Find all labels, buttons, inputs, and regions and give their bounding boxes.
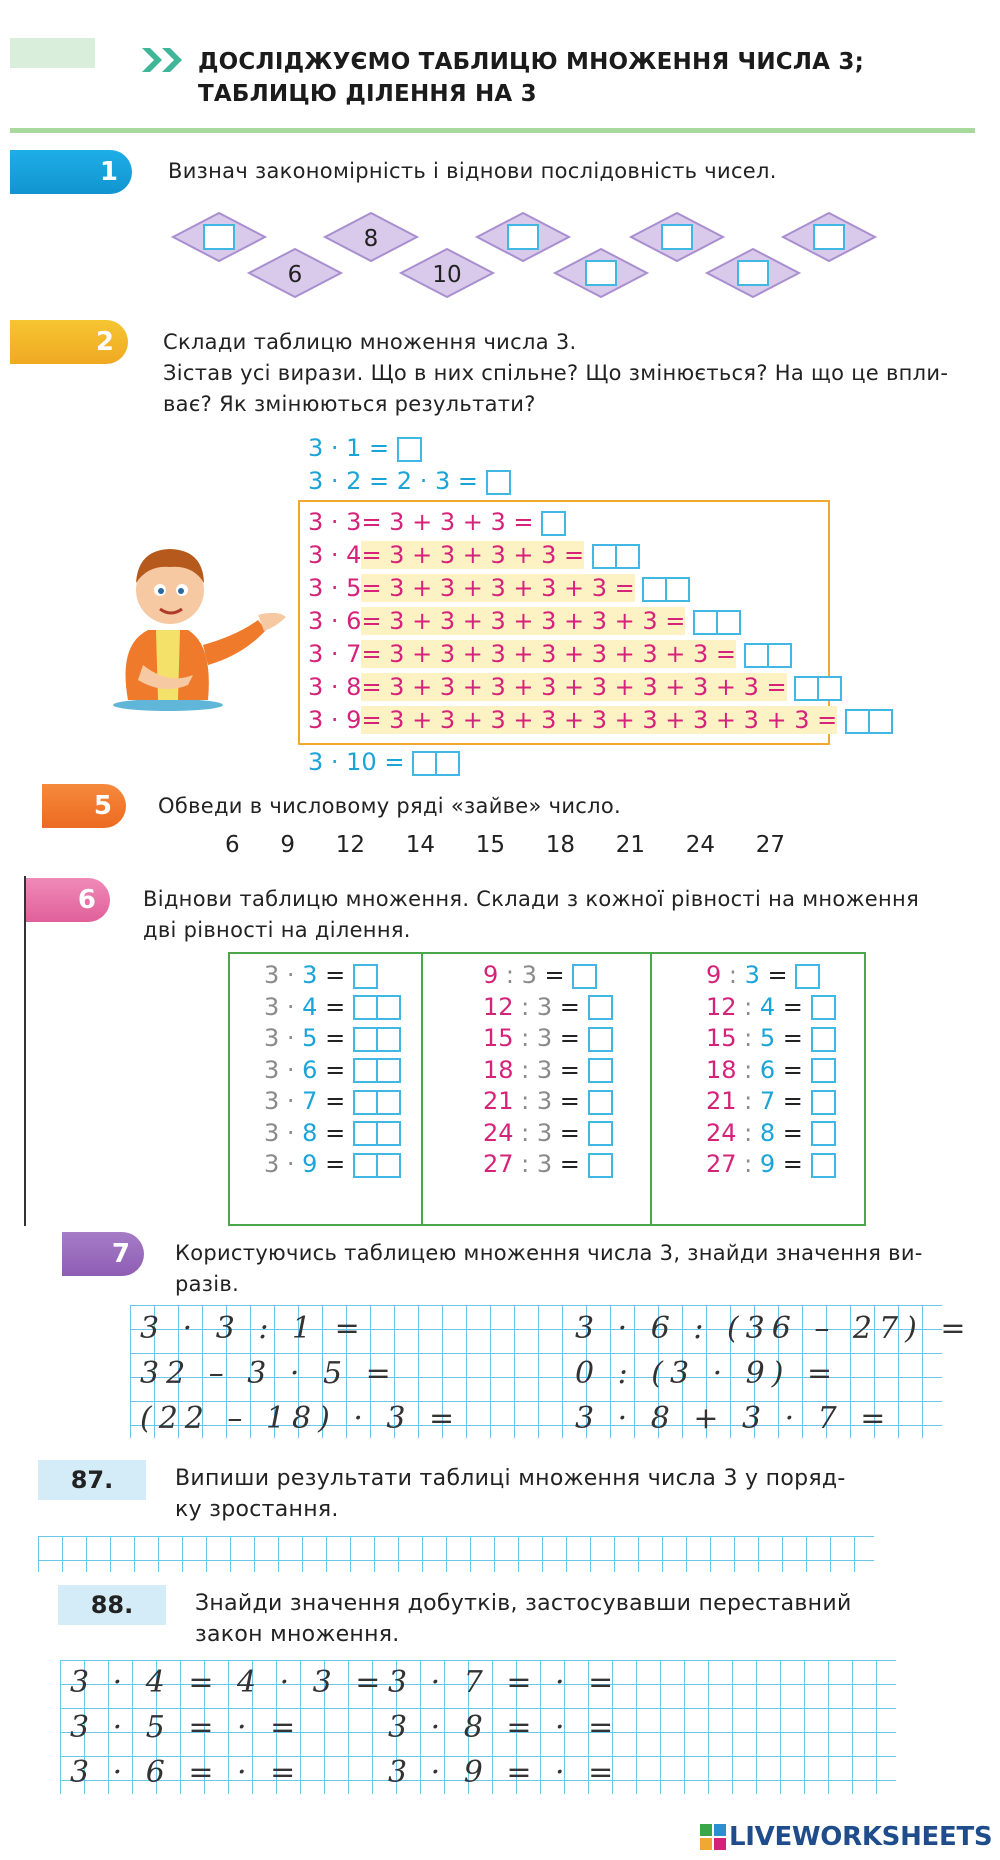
task-7-text: Користуючись таблицею множення числа 3, знайди значення ви- разів.	[175, 1241, 923, 1296]
operand: 9	[302, 1150, 318, 1178]
division-table	[228, 952, 866, 1226]
task-2-text: Склади таблицю множення числа 3. Зістав усі вирази. Що в них спільне? Що змінюється? На що це впли- ває? Як змінюються результати?	[163, 330, 949, 416]
answer-box[interactable]	[592, 544, 640, 569]
answer-box[interactable]	[588, 1090, 613, 1115]
answer-box[interactable]	[353, 964, 378, 989]
div-by-3-column	[423, 954, 652, 1224]
operand: 27	[483, 1150, 514, 1178]
diamond-sequence	[165, 205, 885, 305]
operand: 7	[302, 1087, 318, 1115]
table-row: 15 : 5 =	[706, 1023, 864, 1055]
operand: 6	[302, 1055, 318, 1084]
operand: 3	[536, 1055, 553, 1084]
table-row: 3 · 4 =	[264, 992, 421, 1024]
table-row: 9 : 3 =	[483, 960, 650, 992]
operand: 3	[264, 1118, 280, 1147]
table-row: 18 : 3 =	[483, 1055, 650, 1087]
brand-text: LIVEWORKSHEETS	[729, 1822, 993, 1852]
operand: 3	[536, 992, 553, 1021]
task-87-number: 87.	[38, 1460, 146, 1500]
operand: 3	[521, 961, 537, 989]
operand: 4	[302, 992, 318, 1021]
table-row: 27 : 3 =	[483, 1149, 650, 1181]
task-88-text: Знайди значення добутків, застосувавши переставний закон множення.	[195, 1591, 852, 1647]
operand: 18	[706, 1055, 737, 1084]
answer-box[interactable]	[397, 437, 422, 462]
answer-box[interactable]	[353, 1121, 401, 1146]
table-row: 3 · 8 =	[264, 1118, 421, 1150]
table-row: 3 · 7 =	[264, 1086, 421, 1118]
answer-box[interactable]	[353, 1027, 401, 1052]
task-87-answer-grid[interactable]	[38, 1536, 874, 1572]
table-row: 3 · 5 =	[264, 1023, 421, 1055]
answer-box[interactable]	[588, 1153, 613, 1178]
number-option[interactable]: 24	[685, 832, 715, 858]
operand: 15	[483, 1024, 514, 1052]
task-6-text: Віднови таблицю множення. Склади з кожної рівності на множення дві рівності на ділення.	[143, 887, 920, 942]
operand: 9	[759, 1150, 776, 1178]
header-divider	[10, 128, 975, 133]
number-option[interactable]: 12	[335, 832, 365, 858]
operand: 24	[706, 1118, 737, 1147]
table-row: 3 · 9 =	[264, 1149, 421, 1181]
operand: 3	[264, 1024, 280, 1052]
operand: 3	[536, 1150, 553, 1178]
answer-box	[662, 225, 692, 249]
answer-box	[204, 225, 234, 249]
operand: 15	[706, 1024, 737, 1052]
table-row: 3 · 6 =	[264, 1055, 421, 1087]
answer-box[interactable]	[811, 1027, 836, 1052]
number-option[interactable]: 9	[280, 832, 295, 858]
task-5-badge: 5	[42, 784, 126, 828]
div-column	[652, 954, 864, 1224]
header-decor	[10, 38, 95, 68]
number-option[interactable]: 21	[615, 832, 645, 858]
footer-brand[interactable]	[700, 1822, 992, 1852]
operand: 3	[536, 1118, 553, 1147]
eq-3x1: 3 · 1 =	[308, 432, 422, 465]
answer-box[interactable]	[353, 1090, 401, 1115]
answer-box[interactable]	[794, 676, 842, 701]
answer-box[interactable]	[412, 751, 460, 776]
operand: 12	[483, 992, 514, 1021]
answer-box[interactable]	[353, 1058, 401, 1083]
task-87-text: Випиши результати таблиці множення числа 3 у поряд- ку зростання.	[175, 1466, 846, 1522]
answer-box[interactable]	[811, 1090, 836, 1115]
number-option[interactable]: 27	[755, 832, 785, 858]
answer-box[interactable]	[845, 709, 893, 734]
answer-box[interactable]	[811, 995, 836, 1020]
table-row: 18 : 6 =	[706, 1055, 864, 1087]
operand: 3	[302, 961, 318, 989]
task-88-number: 88.	[58, 1585, 166, 1625]
answer-box[interactable]	[642, 577, 690, 602]
sum-equations: 3 · 3= 3 + 3 + 3 = 3 · 4= 3 + 3 + 3 + 3 = 3 · 5= 3 + 3 + 3 + 3 + 3 = 3 · 6= 3 + 3 + 3 + 3 + 3 + 3 = 3 · 7= 3 + 3 + 3 + 3 + 3 + 3 + 3 = 3 · 8= 3 + 3 + 3 + 3 + 3 + 3 + 3 + 3 = 3 · 9= 3 + 3 + 3 + 3 + 3 + 3 + 3 + 3 + 3 =	[308, 506, 893, 737]
task-2-badge: 2	[10, 320, 128, 364]
operand: 3	[264, 1150, 280, 1178]
answer-box[interactable]	[795, 964, 820, 989]
operand: 5	[302, 1024, 318, 1052]
table-row: 12 : 4 =	[706, 992, 864, 1024]
answer-box[interactable]	[353, 995, 401, 1020]
operand: 8	[302, 1118, 318, 1147]
task-7-right-exprs: 3 · 6 : (36 – 27) = 0 : (3 · 9) = 3 · 8 + 3 · 7 =	[575, 1311, 973, 1436]
table-row: 12 : 3 =	[483, 992, 650, 1024]
answer-box[interactable]	[572, 964, 597, 989]
operand: 3	[744, 961, 760, 989]
answer-box[interactable]	[693, 610, 741, 635]
operand: 8	[759, 1118, 776, 1147]
answer-box	[586, 261, 616, 285]
operand: 3	[536, 1024, 553, 1052]
answer-box[interactable]	[588, 995, 613, 1020]
answer-box[interactable]	[811, 1121, 836, 1146]
task-7-badge: 7	[62, 1232, 144, 1276]
seq-value-8: 8	[363, 226, 379, 252]
operand: 3	[264, 992, 280, 1021]
answer-box[interactable]	[588, 1058, 613, 1083]
table-row: 15 : 3 =	[483, 1023, 650, 1055]
operand: 7	[759, 1087, 776, 1115]
table-row: 24 : 3 =	[483, 1118, 650, 1150]
table-row: 9 : 3 =	[706, 960, 864, 992]
margin-line	[24, 876, 26, 1226]
answer-box[interactable]	[353, 1153, 401, 1178]
answer-box[interactable]	[811, 1058, 836, 1083]
number-option[interactable]: 18	[545, 832, 575, 858]
operand: 18	[483, 1055, 514, 1084]
table-row: 21 : 7 =	[706, 1086, 864, 1118]
table-row: 3 · 3 =	[264, 960, 421, 992]
answer-box	[814, 225, 844, 249]
operand: 21	[706, 1087, 737, 1115]
number-option[interactable]: 14	[405, 832, 435, 858]
seq-value-6: 6	[287, 262, 303, 288]
answer-box[interactable]	[811, 1153, 836, 1178]
answer-box	[738, 261, 768, 285]
task-88-left-exprs: 3 · 4 = 4 · 3 = 3 · 5 = · = 3 · 6 = · =	[70, 1665, 388, 1790]
boy-illustration	[108, 535, 298, 715]
answer-box[interactable]	[744, 643, 792, 668]
operand: 5	[759, 1024, 776, 1052]
operand: 6	[759, 1055, 776, 1084]
operand: 9	[706, 961, 722, 989]
mul-column	[230, 954, 423, 1224]
operand: 3	[264, 1055, 280, 1084]
double-chevron-icon	[140, 46, 188, 78]
seq-value-10: 10	[432, 262, 462, 288]
number-option[interactable]: 15	[475, 832, 505, 858]
operand: 24	[483, 1118, 514, 1147]
table-row: 27 : 9 =	[706, 1149, 864, 1181]
operand: 27	[706, 1150, 737, 1178]
task-88-right-exprs: 3 · 7 = · = 3 · 8 = · = 3 · 9 = · =	[388, 1665, 621, 1790]
eq-3x10: 3 · 10 =	[308, 746, 460, 779]
operand: 3	[264, 1087, 280, 1115]
page-title: ДОСЛІДЖУЄМО ТАБЛИЦЮ МНОЖЕННЯ ЧИСЛА 3; ТАБЛИЦЮ ДІЛЕННЯ НА 3	[198, 49, 864, 107]
task-1-text: Визнач закономірність і віднови послідовність чисел.	[168, 159, 777, 183]
number-row	[225, 832, 785, 858]
answer-box	[508, 225, 538, 249]
operand: 4	[759, 992, 776, 1021]
answer-box[interactable]	[588, 1121, 613, 1146]
operand: 21	[483, 1087, 514, 1115]
eq-3x2: 3 · 2 = 2 · 3 =	[308, 465, 511, 498]
operand: 12	[706, 992, 737, 1021]
answer-box[interactable]	[588, 1027, 613, 1052]
number-option[interactable]: 6	[225, 832, 240, 858]
operand: 3	[536, 1087, 553, 1115]
operand: 3	[264, 961, 280, 989]
answer-box[interactable]	[541, 511, 566, 536]
task-7-left-exprs: 3 · 3 : 1 = 32 – 3 · 5 = (22 – 18) · 3 =	[140, 1311, 462, 1436]
operand: 9	[483, 961, 499, 989]
task-6-badge: 6	[26, 878, 110, 922]
table-row: 24 : 8 =	[706, 1118, 864, 1150]
task-1-badge: 1	[10, 150, 132, 194]
table-row: 21 : 3 =	[483, 1086, 650, 1118]
task-5-text: Обведи в числовому ряді «зайве» число.	[158, 794, 622, 818]
liveworksheets-logo-icon	[700, 1824, 726, 1850]
answer-box[interactable]	[486, 470, 511, 495]
